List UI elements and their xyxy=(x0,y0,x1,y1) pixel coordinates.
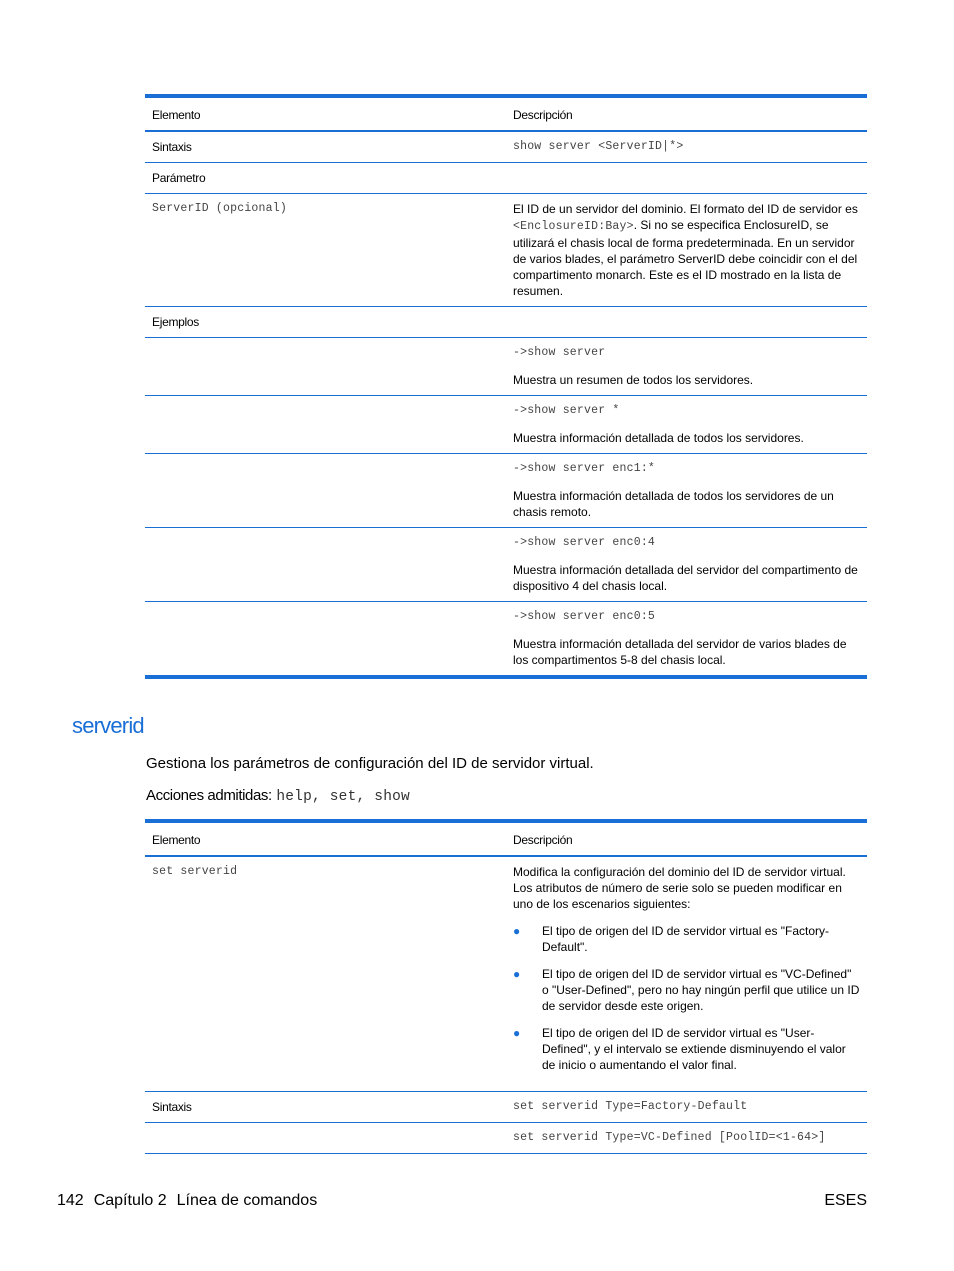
supported-actions xyxy=(146,787,410,805)
set-serverid-label: set serverid xyxy=(145,856,506,1092)
empty-cell xyxy=(145,338,506,396)
header-descripcion: Descripción xyxy=(506,821,867,856)
set-description-text: Modifica la configuración del dominio del ID de servidor virtual. Los atributos de número de serie solo se pueden modificar en uno de los escenarios siguientes: xyxy=(513,865,846,911)
example-description: Muestra información detallada del servidor de varios blades de los compartimentos 5-8 del chasis local. xyxy=(513,637,847,667)
bullet-icon: ● xyxy=(513,924,521,938)
enclosure-code: <EnclosureID:Bay> xyxy=(513,220,634,233)
actions-values: help, set, show xyxy=(276,789,410,805)
empty-cell xyxy=(145,1123,506,1154)
page-number: 142 xyxy=(57,1192,84,1209)
footer-locale: ESES xyxy=(824,1192,867,1209)
example-cell xyxy=(506,528,867,602)
example-command: ->show server enc0:5 xyxy=(513,610,656,623)
chapter-label: Capítulo 2 xyxy=(93,1192,167,1209)
list-item xyxy=(513,1025,860,1073)
example-command: ->show server enc0:4 xyxy=(513,536,656,549)
example-row xyxy=(145,602,867,678)
chapter-title: Línea de comandos xyxy=(176,1192,318,1209)
show-server-table xyxy=(145,94,867,679)
example-command: ->show server enc1:* xyxy=(513,462,656,475)
table-header-row xyxy=(145,96,867,131)
bullet-text: El tipo de origen del ID de servidor virtual es "Factory-Default". xyxy=(542,924,830,954)
header-elemento: Elemento xyxy=(145,821,506,856)
table-row xyxy=(145,1092,867,1123)
serverid-description xyxy=(506,194,867,307)
serverid-table xyxy=(145,819,867,1154)
example-row xyxy=(145,528,867,602)
parametro-label: Parámetro xyxy=(145,163,506,194)
example-description: Muestra información detallada del servidor del compartimento de dispositivo 4 del chasis local. xyxy=(513,563,858,593)
bullet-icon: ● xyxy=(513,967,521,981)
sintaxis-label: Sintaxis xyxy=(145,131,506,163)
set-serverid-description xyxy=(506,856,867,1092)
section-intro: Gestiona los parámetros de configuración del ID de servidor virtual. xyxy=(146,755,594,772)
bullet-icon: ● xyxy=(513,1026,521,1040)
example-cell xyxy=(506,454,867,528)
empty-cell xyxy=(145,602,506,678)
list-item xyxy=(513,966,860,1014)
table-row xyxy=(145,163,867,194)
scenario-list xyxy=(513,923,860,1073)
example-cell xyxy=(506,396,867,454)
sintaxis-line: set serverid Type=Factory-Default xyxy=(506,1092,867,1123)
serverid-param: ServerID (opcional) xyxy=(145,194,506,307)
table-row xyxy=(145,194,867,307)
page-footer xyxy=(57,1192,327,1210)
list-item xyxy=(513,923,860,955)
table-row xyxy=(145,131,867,163)
example-row xyxy=(145,338,867,396)
table-row xyxy=(145,1123,867,1154)
sintaxis-value: show server <ServerID|*> xyxy=(506,131,867,163)
example-cell xyxy=(506,602,867,678)
bullet-text: El tipo de origen del ID de servidor virtual es "User-Defined", y el intervalo se extiende disminuyendo el valor de inicio o aumentando el valor final. xyxy=(542,1026,846,1072)
table-row xyxy=(145,307,867,338)
actions-label: Acciones admitidas xyxy=(146,787,269,804)
header-elemento: Elemento xyxy=(145,96,506,131)
empty-cell xyxy=(145,528,506,602)
empty-cell xyxy=(506,307,867,338)
bullet-text: El tipo de origen del ID de servidor virtual es "VC-Defined" o "User-Defined", pero no hay ningún perfil que utilice un ID de servidor desde este origen. xyxy=(542,967,860,1013)
desc-text: . Si no se especifica EnclosureID, se utilizará el chasis local de forma predeterminada. En un servidor de varios blades, el parámetro ServerID debe coincidir con el del compartimento monarch. Este es el ID mostrado en la lista de resumen. xyxy=(513,218,858,298)
table-row xyxy=(145,856,867,1092)
example-description: Muestra información detallada de todos los servidores de un chasis remoto. xyxy=(513,489,834,519)
example-cell xyxy=(506,338,867,396)
sintaxis-line: set serverid Type=VC-Defined [PoolID=<1-64>] xyxy=(506,1123,867,1154)
sintaxis-label: Sintaxis xyxy=(145,1092,506,1123)
empty-cell xyxy=(145,454,506,528)
example-command: ->show server * xyxy=(513,404,620,417)
example-command: ->show server xyxy=(513,346,606,359)
actions-colon: : xyxy=(268,787,273,804)
ejemplos-label: Ejemplos xyxy=(145,307,506,338)
header-descripcion: Descripción xyxy=(506,96,867,131)
table-header-row xyxy=(145,821,867,856)
example-row xyxy=(145,396,867,454)
empty-cell xyxy=(506,163,867,194)
example-description: Muestra información detallada de todos los servidores. xyxy=(513,431,804,445)
desc-text: El ID de un servidor del dominio. El formato del ID de servidor es xyxy=(513,202,858,216)
example-description: Muestra un resumen de todos los servidores. xyxy=(513,373,754,387)
example-row xyxy=(145,454,867,528)
section-title: serverid xyxy=(72,713,144,738)
empty-cell xyxy=(145,396,506,454)
